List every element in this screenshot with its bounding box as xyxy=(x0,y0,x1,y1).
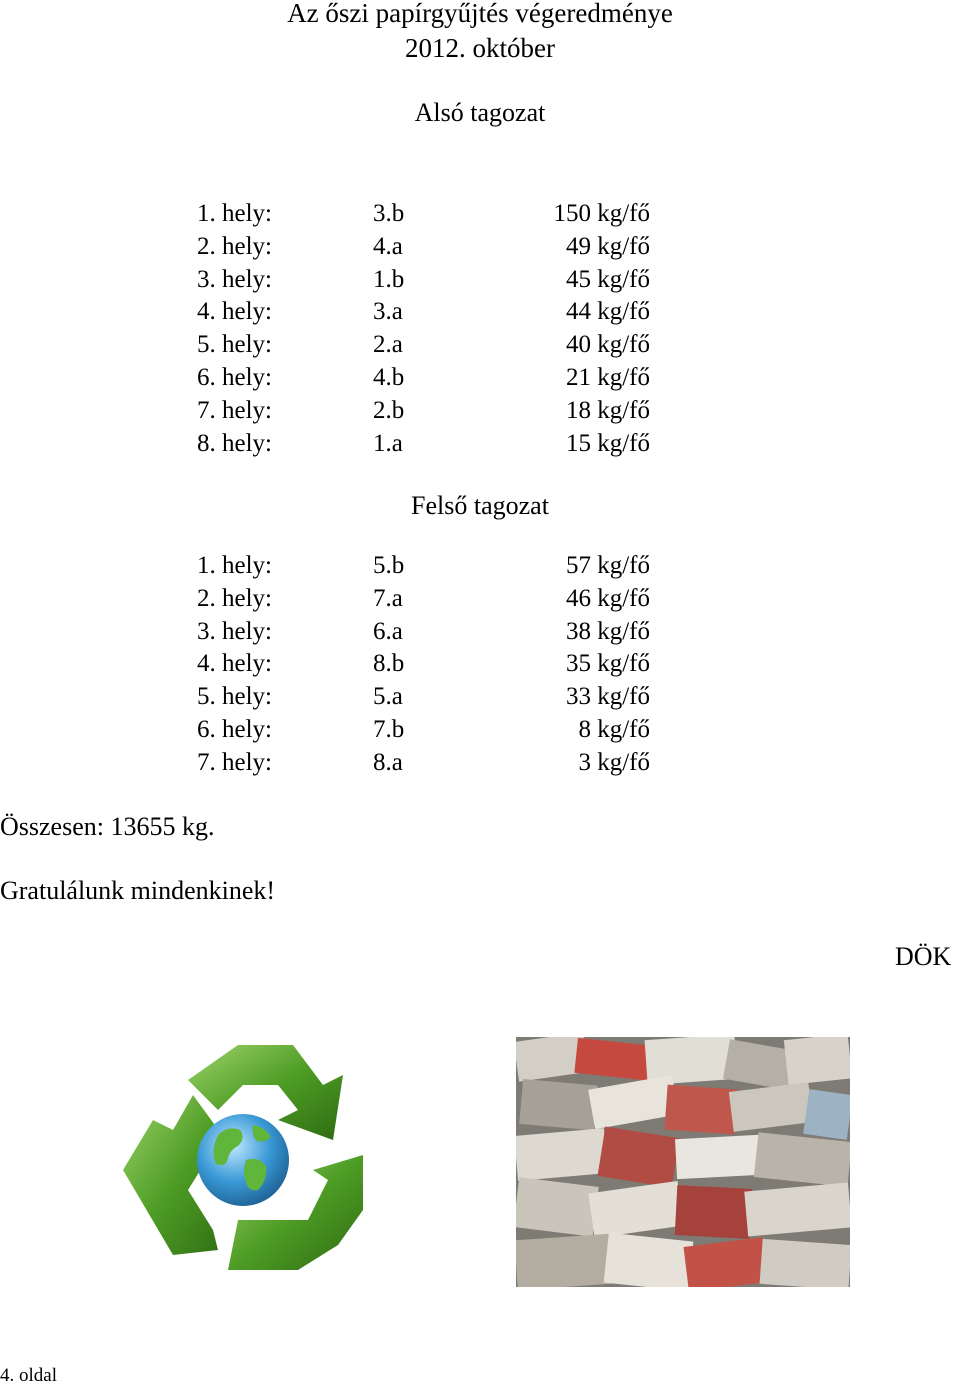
amount-value: 150 kg/fő xyxy=(553,200,650,227)
amount-value: 18 kg/fő xyxy=(565,396,650,424)
section-heading-lower: Alsó tagozat xyxy=(414,98,546,127)
place-label: 2. hely: xyxy=(197,232,272,260)
place-label: 6. hely: xyxy=(197,716,272,743)
table-row xyxy=(0,427,960,460)
table-row xyxy=(0,549,960,582)
amount-value: 44 kg/fő xyxy=(565,298,650,326)
class-label: 1.b xyxy=(373,265,405,293)
place-label: 1. hely: xyxy=(197,200,272,227)
amount-value: 49 kg/fő xyxy=(565,232,650,260)
recycle-icon xyxy=(118,1040,368,1275)
place-label: 4. hely: xyxy=(197,298,272,326)
total-amount: Összesen: 13655 kg. xyxy=(0,812,215,841)
class-label: 8.b xyxy=(373,650,405,678)
page-title: Az őszi papírgyűjtés végeredménye xyxy=(287,0,673,28)
amount-value: 46 kg/fő xyxy=(565,584,650,612)
class-label: 3.b xyxy=(373,200,405,227)
table-row xyxy=(0,361,960,394)
page-number: 4. oldal xyxy=(0,1365,57,1386)
class-label: 7.b xyxy=(373,716,405,743)
class-label: 7.a xyxy=(373,584,403,612)
table-row xyxy=(0,263,960,296)
table-row xyxy=(0,746,960,779)
place-label: 2. hely: xyxy=(197,584,272,612)
class-label: 4.a xyxy=(373,232,403,260)
table-row xyxy=(0,647,960,680)
class-label: 5.b xyxy=(373,552,405,579)
section-heading-upper: Felső tagozat xyxy=(411,491,549,520)
amount-value: 21 kg/fő xyxy=(565,364,650,391)
paper-pile-photo xyxy=(516,1037,850,1287)
amount-value: 57 kg/fő xyxy=(565,552,650,579)
place-label: 5. hely: xyxy=(197,331,272,359)
amount-value: 45 kg/fő xyxy=(565,265,650,293)
table-row xyxy=(0,230,960,263)
table-row xyxy=(0,680,960,713)
table-row xyxy=(0,295,960,328)
amount-value: 40 kg/fő xyxy=(565,331,650,359)
class-label: 5.a xyxy=(373,683,403,711)
class-label: 1.a xyxy=(373,429,403,457)
place-label: 3. hely: xyxy=(197,265,272,293)
class-label: 4.b xyxy=(373,364,405,391)
place-label: 3. hely: xyxy=(197,617,272,645)
place-label: 7. hely: xyxy=(197,396,272,424)
amount-value: 33 kg/fő xyxy=(565,683,650,711)
class-label: 2.a xyxy=(373,331,403,359)
place-label: 6. hely: xyxy=(197,364,272,391)
class-label: 8.a xyxy=(373,748,403,776)
place-label: 5. hely: xyxy=(197,683,272,711)
table-row xyxy=(0,197,960,230)
amount-value: 3 kg/fő xyxy=(578,748,650,776)
place-label: 7. hely: xyxy=(197,748,272,776)
table-row xyxy=(0,328,960,361)
table-row xyxy=(0,582,960,615)
amount-value: 38 kg/fő xyxy=(565,617,650,645)
place-label: 4. hely: xyxy=(197,650,272,678)
page-date: 2012. október xyxy=(405,33,555,63)
place-label: 1. hely: xyxy=(197,552,272,579)
class-label: 3.a xyxy=(373,298,403,326)
table-row xyxy=(0,394,960,427)
amount-value: 15 kg/fő xyxy=(565,429,650,457)
table-row xyxy=(0,615,960,648)
amount-value: 35 kg/fő xyxy=(565,650,650,678)
amount-value: 8 kg/fő xyxy=(578,716,650,743)
class-label: 6.a xyxy=(373,617,403,645)
signature: DÖK xyxy=(895,942,952,971)
class-label: 2.b xyxy=(373,396,405,424)
congratulations-text: Gratulálunk mindenkinek! xyxy=(0,876,276,905)
place-label: 8. hely: xyxy=(197,429,272,457)
table-row xyxy=(0,713,960,746)
